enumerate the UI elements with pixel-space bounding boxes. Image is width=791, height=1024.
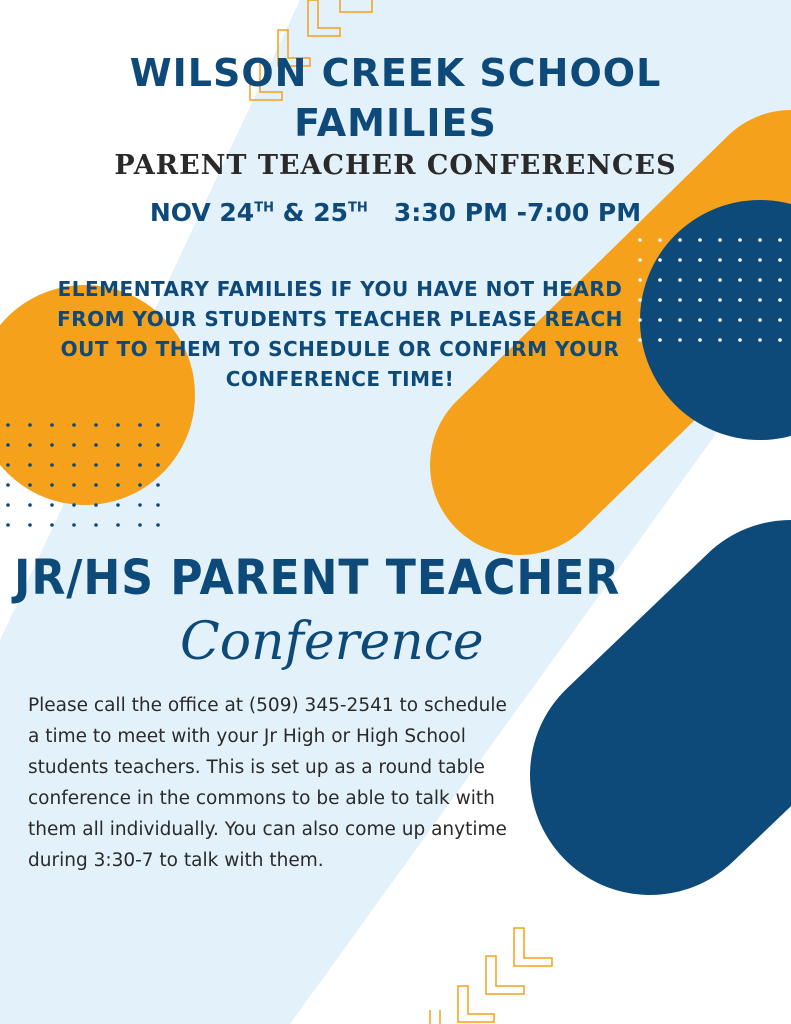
school-title: WILSON CREEK SCHOOL FAMILIES	[129, 51, 662, 145]
date-day2: 25	[313, 198, 348, 227]
date-amp: &	[273, 198, 314, 227]
elementary-notice: ELEMENTARY FAMILIES IF YOU HAVE NOT HEARD FROM YOUR STUDENTS TEACHER PLEASE REACH OUT TO THEM TO SCHEDULE OR CONFIRM YOUR CONFERENCE TIME!	[57, 277, 623, 391]
jrhs-script-title: Conference	[180, 612, 484, 672]
jrhs-heading: JR/HS PARENT TEACHER	[14, 550, 621, 606]
jrhs-body-text: Please call the office at (509) 345-2541 to schedule a time to meet with your Jr High or High School students teachers. This is set up as a round table conference in the commons to be able to talk with them all individually. You can also come up anytime during 3:30-7 to talk with them.	[28, 695, 507, 871]
date-day1-suffix: TH	[254, 200, 274, 216]
conference-time: 3:30 PM -7:00 PM	[393, 198, 642, 227]
navy-pill-bottom-right	[650, 640, 791, 775]
event-title: PARENT TEACHER CONFERENCES	[114, 150, 677, 181]
date-day1: NOV 24	[149, 198, 255, 227]
conference-dates	[60, 198, 731, 227]
chevron-pattern-bottom	[430, 928, 552, 1024]
date-day2-suffix: TH	[347, 200, 368, 216]
